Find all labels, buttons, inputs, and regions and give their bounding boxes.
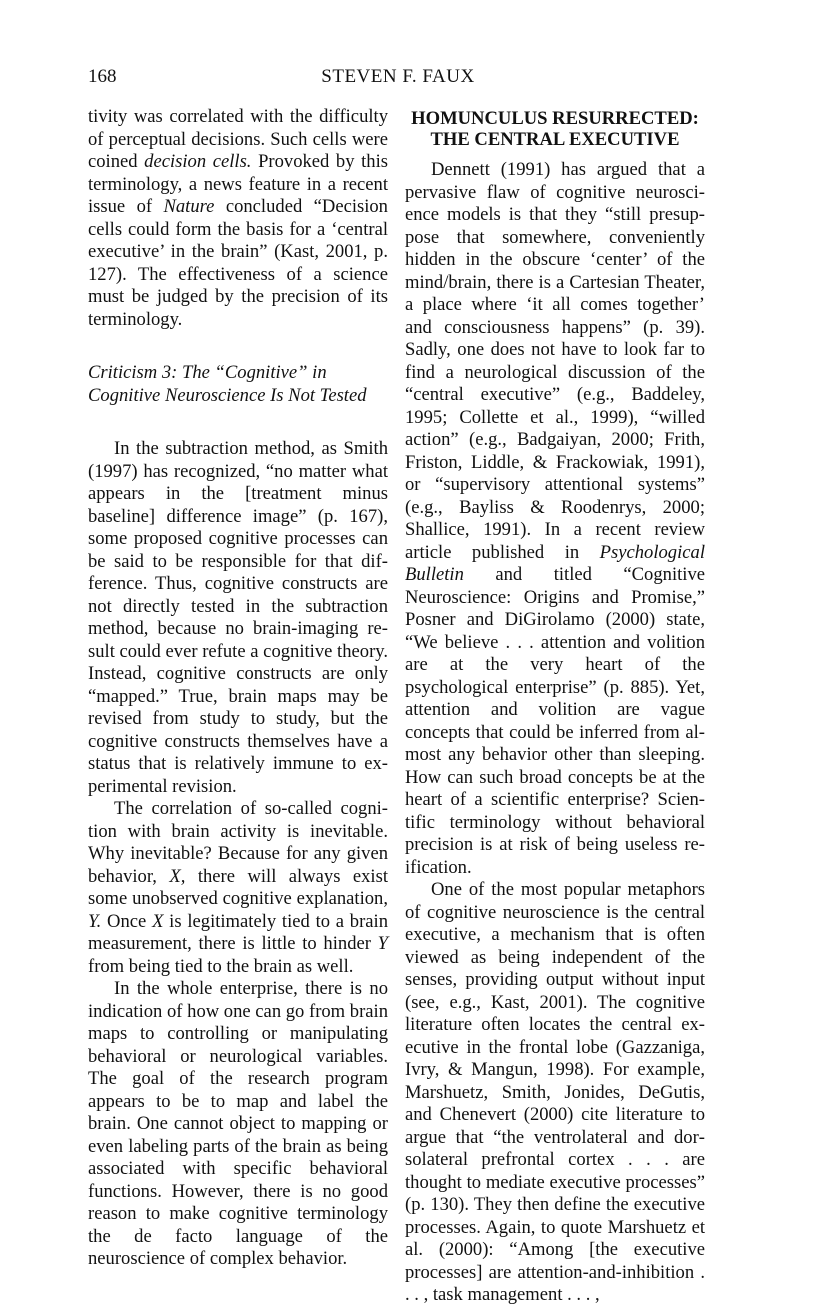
paragraph: Dennett (1991) has argued that a pervasive flaw of cognitive neuroscience models is that they “still presuppose that somewhere, conveniently hidden in the obscure ‘center’ of the mind/brain, there is a Cartesian Theater, a place where ‘it all comes together’ and consciousness happens” (p. 39). Sadly, one does not have to look far to find a neurological discussion of the “central executive” (e.g., Baddeley, 1995; Collette et al., 1999), “willed action” (e.g., Badgaiyan, 2000; Frith, Friston, Liddle, & Frackowiak, 1991), or “supervisory attentional systems” (e.g., Bayliss & Roodenrys, 2000; Shallice, 1991). In a recent review article published in Psychological Bulletin and titled “Cognitive Neuroscience: Origins and Promise,” Posner and DiGirolamo (2000) state, “We believe . . . attention and volition are at the very heart of the psychological enterprise” (p. 885). Yet, attention and volition are vague concepts that could be inferred from almost any behavior other than sleeping. How can such broad concepts be at the heart of a scientific enterprise? Scientific terminology without behavioral precision is at risk of being useless reification. [405,159,705,878]
page-number: 168 [88,66,117,87]
emphasis-journal-title: Psychological Bulletin [405,541,705,585]
section-heading: HOMUNCULUS RESURRECTED: THE CENTRAL EXECUTIVE [411,108,699,150]
left-column [88,106,388,1271]
paragraph: In the subtraction method, as Smith (1997) has recognized, “no matter what appears in the [treatment minus baseline] difference image” (p. 167), some proposed cognitive processes can be said to be responsible for that difference. Thus, cognitive constructs are not directly tested in the subtraction method, because no brain-imaging result could ever refute a cognitive theory. Instead, cognitive constructs are only “mapped.” True, brain maps may be revised from study to study, but the cognitive constructs themselves have a status that is relatively immune to experimental revision. [88,438,388,797]
emphasis-nature: Nature [163,196,215,217]
paragraph-continued: tivity was correlated with the difficulty of perceptual decisions. Such cells were coined decision cells. Provoked by this terminology, a news feature in a recent issue of Nature concluded “Decision cells could form the basis for a ‘central executive’ in the brain” (Kast, 2001, p. 127). The effectiveness of a science must be judged by the precision of its terminology. [88,106,388,330]
paragraph: The correlation of so-called cognition with brain activity is inevitable. Why inevitable? Because for any given behavior, X, there will always exist some unobserved cognitive explanation, Y. Once X is legitimately tied to a brain measurement, there is little to hinder Y from being tied to the brain as well. [88,798,389,977]
emphasis-decision-cells: decision cells. [144,151,252,172]
paragraph: One of the most popular metaphors of cognitive neuroscience is the central executive, a mechanism that is often viewed as being independent of the senses, providing output without input (see, e.g., Kast, 2001). The cognitive literature often locates the central executive in the frontal lobe (Gazzaniga, Ivry, & Mangun, 1998). For example, Marshuetz, Smith, Jonides, DeGutis, and Chenevert (2000) cite literature to argue that “the ventrolateral and dorsolateral prefrontal cortex . . . are thought to mediate executive processes” (p. 130). They then define the executive processes. Again, to quote Marshuetz et al. (2000): “Among [the executive processes] are attention-and-inhibition . . . , task management . . . , [405,879,705,1305]
right-column [405,106,705,1307]
subsection-heading: Criticism 3: The “Cognitive” in Cognitive Neuroscience Is Not Tested [88,362,367,406]
paragraph: In the whole enterprise, there is no indication of how one can go from brain maps to controlling or manipulating behavioral or neurological variables. The goal of the research program appears to be to map and label the brain. One cannot object to mapping or even labeling parts of the brain as being associated with specific behavioral functions. However, there is no good reason to make cognitive terminology the de facto language of the neuroscience of complex behavior. [88,978,388,1269]
running-head: STEVEN F. FAUX [321,66,475,87]
page-header [88,66,708,92]
